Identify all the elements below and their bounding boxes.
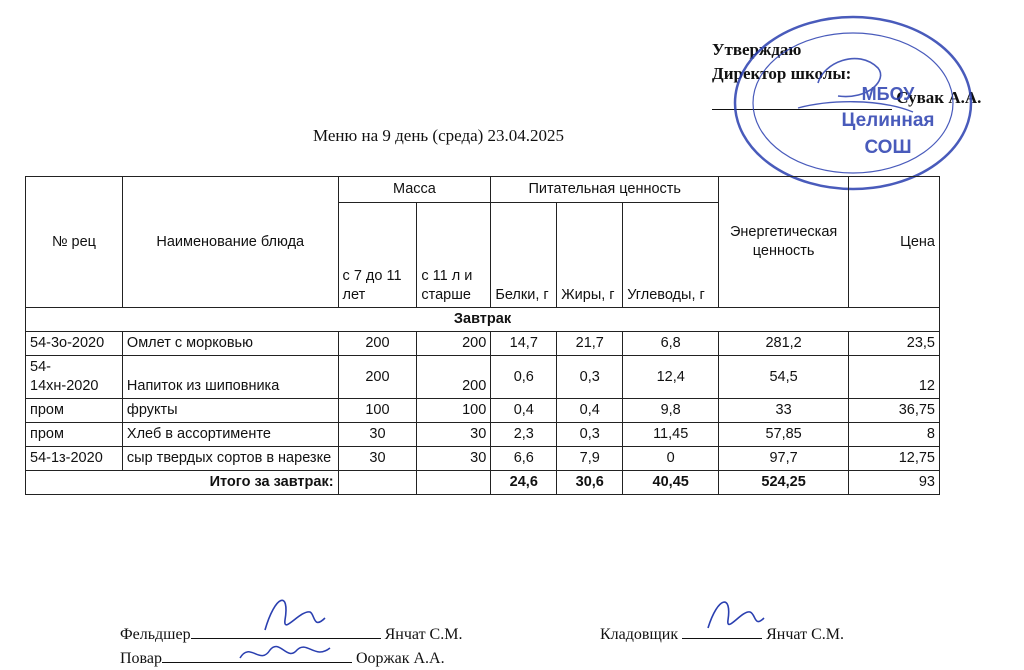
header-energy: Энергетическая ценность [719, 177, 849, 308]
cook-role: Повар [120, 650, 162, 667]
mass-11-plus: 30 [417, 423, 491, 447]
dish-name: сыр твердых сортов в нарезке [122, 447, 338, 471]
storekeeper-role: Кладовщик [600, 626, 679, 643]
director-name: Сувак А.А. [896, 88, 982, 107]
school-stamp [728, 8, 978, 198]
carbs: 11,45 [623, 423, 719, 447]
stamp-line-3: СОШ [864, 137, 912, 158]
table-row [26, 423, 940, 447]
total-mass-11-plus [417, 471, 491, 495]
proteins: 0,4 [491, 399, 557, 423]
header-fats: Жиры, г [557, 203, 623, 308]
mass-7-11: 200 [338, 332, 417, 356]
energy: 281,2 [719, 332, 849, 356]
stamp-line-1: МБОУ [861, 84, 915, 104]
price: 8 [849, 423, 940, 447]
recipe-no: пром [26, 399, 123, 423]
header-mass-11-plus: с 11 л и старше [417, 203, 491, 308]
recipe-no: 54-14хн-2020 [26, 356, 123, 399]
dish-name: Напиток из шиповника [122, 356, 338, 399]
proteins: 6,6 [491, 447, 557, 471]
price: 36,75 [849, 399, 940, 423]
price: 12 [849, 356, 940, 399]
stamp-line-2: Целинная [841, 110, 935, 131]
recipe-no: пром [26, 423, 123, 447]
storekeeper-handwritten-signature [700, 592, 770, 637]
mass-11-plus: 200 [417, 332, 491, 356]
mass-11-plus: 30 [417, 447, 491, 471]
table-row [26, 356, 940, 399]
total-carbs: 40,45 [623, 471, 719, 495]
dish-name: Омлет с морковью [122, 332, 338, 356]
header-nutrition: Питательная ценность [491, 177, 719, 203]
storekeeper-name: Янчат С.М. [766, 626, 844, 643]
carbs: 12,4 [623, 356, 719, 399]
fats: 0,4 [557, 399, 623, 423]
total-label: Итого за завтрак: [26, 471, 339, 495]
price: 23,5 [849, 332, 940, 356]
price: 12,75 [849, 447, 940, 471]
table-row [26, 332, 940, 356]
header-recipe-no: № рец [26, 177, 123, 308]
cook-name: Ооржак А.А. [356, 650, 445, 667]
mass-11-plus: 100 [417, 399, 491, 423]
cook-handwritten-signature [235, 636, 335, 670]
dish-name: фрукты [122, 399, 338, 423]
dish-name: Хлеб в ассортименте [122, 423, 338, 447]
mass-7-11: 30 [338, 423, 417, 447]
recipe-no: 54-1з-2020 [26, 447, 123, 471]
total-energy: 524,25 [719, 471, 849, 495]
menu-table [25, 176, 940, 495]
fats: 7,9 [557, 447, 623, 471]
total-row [26, 471, 940, 495]
section-header: Завтрак [26, 308, 940, 332]
header-mass: Масса [338, 177, 491, 203]
total-proteins: 24,6 [491, 471, 557, 495]
header-dish-name: Наименование блюда [122, 177, 338, 308]
fats: 21,7 [557, 332, 623, 356]
header-mass-7-11: с 7 до 11 лет [338, 203, 417, 308]
page-title: Меню на 9 день (среда) 23.04.2025 [313, 126, 565, 145]
carbs: 9,8 [623, 399, 719, 423]
total-mass-7-11 [338, 471, 417, 495]
recipe-no: 54-3о-2020 [26, 332, 123, 356]
mass-11-plus: 200 [417, 356, 491, 399]
energy: 33 [719, 399, 849, 423]
approval-line-2: Директор школы: [712, 64, 852, 83]
carbs: 0 [623, 447, 719, 471]
energy: 57,85 [719, 423, 849, 447]
proteins: 0,6 [491, 356, 557, 399]
total-fats: 30,6 [557, 471, 623, 495]
header-price: Цена [849, 177, 940, 308]
energy: 97,7 [719, 447, 849, 471]
feldsher-handwritten-signature [255, 590, 335, 640]
mass-7-11: 30 [338, 447, 417, 471]
mass-7-11: 200 [338, 356, 417, 399]
carbs: 6,8 [623, 332, 719, 356]
header-proteins: Белки, г [491, 203, 557, 308]
header-carbs: Углеводы, г [623, 203, 719, 308]
total-price: 93 [849, 471, 940, 495]
proteins: 2,3 [491, 423, 557, 447]
approval-line-1: Утверждаю [712, 40, 802, 59]
table-row [26, 447, 940, 471]
proteins: 14,7 [491, 332, 557, 356]
mass-7-11: 100 [338, 399, 417, 423]
energy: 54,5 [719, 356, 849, 399]
fats: 0,3 [557, 423, 623, 447]
feldsher-role: Фельдшер [120, 626, 191, 643]
table-row [26, 399, 940, 423]
fats: 0,3 [557, 356, 623, 399]
feldsher-name: Янчат С.М. [384, 626, 463, 643]
